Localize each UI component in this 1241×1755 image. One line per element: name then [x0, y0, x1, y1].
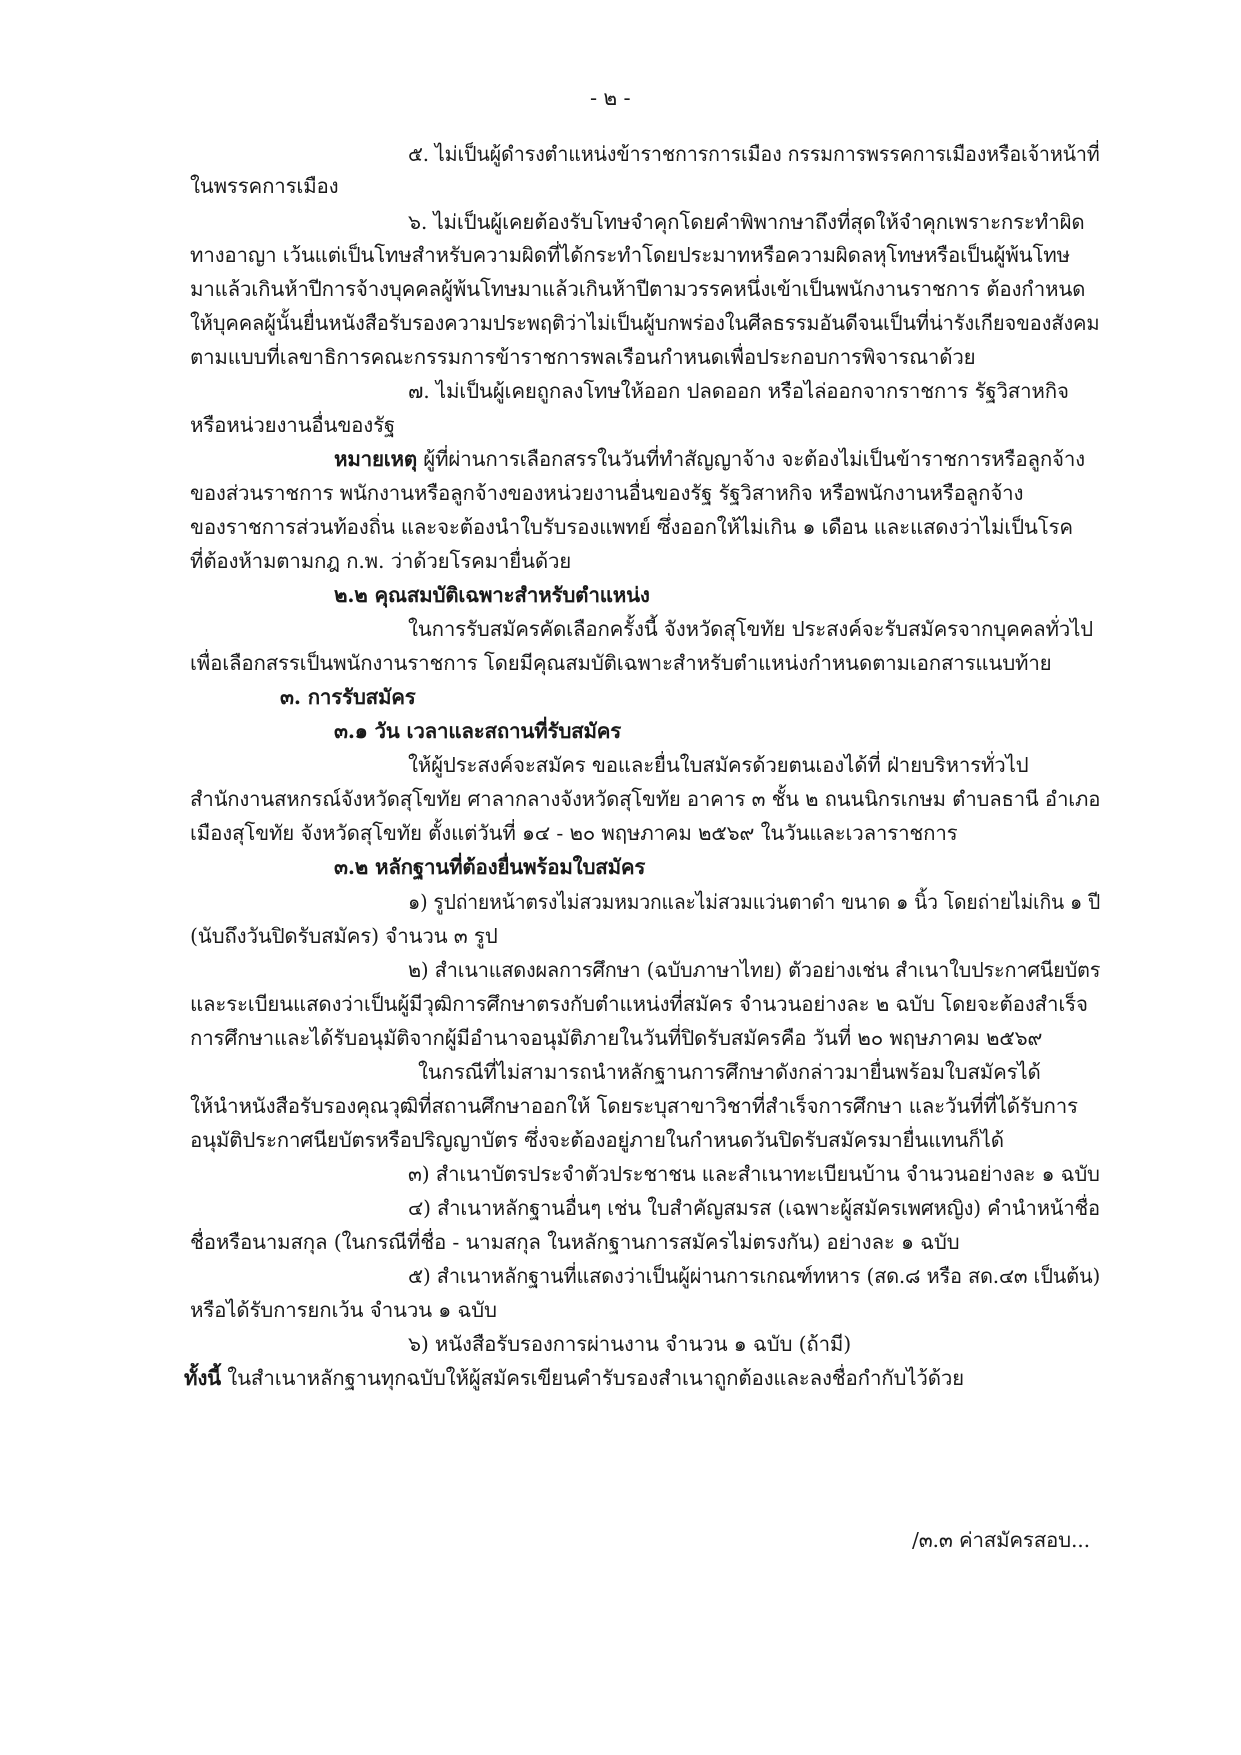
note-line-2: ของส่วนราชการ พนักงานหรือลูกจ้างของหน่วยงานอื่นของรัฐ รัฐวิสาหกิจ หรือพนักงานหรือลูกจ้าง [190, 481, 1024, 505]
section-3-1-line-1: ให้ผู้ประสงค์จะสมัคร ขอและยื่นใบสมัครด้วยตนเองได้ที่ ฝ่ายบริหารทั่วไป [408, 753, 1029, 777]
item-6-line-2: ทางอาญา เว้นแต่เป็นโทษสำหรับความผิดที่ได้กระทำโดยประมาทหรือความผิดลหุโทษหรือเป็นผู้พ้นโทษ [190, 243, 1070, 267]
closing-line [184, 1364, 964, 1392]
item-5-line-1: ๕. ไม่เป็นผู้ดำรงตำแหน่งข้าราชการการเมือง กรรมการพรรคการเมืองหรือเจ้าหน้าที่ [408, 142, 1100, 166]
section-2-2-line-1: ในการรับสมัครคัดเลือกครั้งนี้ จังหวัดสุโขทัย ประสงค์จะรับสมัครจากบุคคลทั่วไป [408, 617, 1093, 641]
doc-4-line-1: ๔) สำเนาหลักฐานอื่นๆ เช่น ใบสำคัญสมรส (เฉพาะผู้สมัครเพศหญิง) คำนำหน้าชื่อ [408, 1196, 1100, 1220]
item-6-line-5: ตามแบบที่เลขาธิการคณะกรรมการข้าราชการพลเรือนกำหนดเพื่อประกอบการพิจารณาด้วย [190, 345, 976, 369]
doc-3-line-1: ๓) สำเนาบัตรประจำตัวประชาชน และสำเนาทะเบียนบ้าน จำนวนอย่างละ ๑ ฉบับ [408, 1162, 1100, 1186]
doc-2-alt-line-1: ในกรณีที่ไม่สามารถนำหลักฐานการศึกษาดังกล่าวมายื่นพร้อมใบสมัครได้ [418, 1060, 1041, 1084]
section-3-1-heading: ๓.๑ วัน เวลาและสถานที่รับสมัคร [334, 719, 622, 743]
item-7-line-1: ๗. ไม่เป็นผู้เคยถูกลงโทษให้ออก ปลดออก หรือไล่ออกจากราชการ รัฐวิสาหกิจ [408, 379, 1069, 403]
closing-label: ทั้งนี้ [184, 1366, 221, 1390]
item-5-line-2: ในพรรคการเมือง [190, 174, 339, 198]
doc-5-line-1: ๕) สำเนาหลักฐานที่แสดงว่าเป็นผู้ผ่านการเกณฑ์ทหาร (สด.๘ หรือ สด.๔๓ เป็นต้น) [408, 1264, 1101, 1288]
item-6-line-1: ๖. ไม่เป็นผู้เคยต้องรับโทษจำคุกโดยคำพิพากษาถึงที่สุดให้จำคุกเพราะกระทำผิด [408, 210, 1085, 234]
note-label: หมายเหตุ [334, 447, 417, 471]
doc-2-line-1: ๒) สำเนาแสดงผลการศึกษา (ฉบับภาษาไทย) ตัวอย่างเช่น สำเนาใบประกาศนียบัตร [408, 958, 1101, 982]
note-line-1 [334, 445, 1085, 473]
section-3-1-line-3: เมืองสุโขทัย จังหวัดสุโขทัย ตั้งแต่วันที่ ๑๔ - ๒๐ พฤษภาคม ๒๕๖๙ ในวันและเวลาราชการ [190, 821, 958, 845]
doc-4-line-2: ชื่อหรือนามสกุล (ในกรณีที่ชื่อ - นามสกุล ในหลักฐานการสมัครไม่ตรงกัน) อย่างละ ๑ ฉบับ [190, 1230, 960, 1254]
item-7-line-2: หรือหน่วยงานอื่นของรัฐ [190, 413, 396, 437]
doc-6-line-1: ๖) หนังสือรับรองการผ่านงาน จำนวน ๑ ฉบับ (ถ้ามี) [408, 1332, 852, 1356]
doc-2-alt-line-2: ให้นำหนังสือรับรองคุณวุฒิที่สถานศึกษาออกให้ โดยระบุสาขาวิชาที่สำเร็จการศึกษา และวันที่ที่ได้รับการ [190, 1094, 1078, 1118]
section-2-2-line-2: เพื่อเลือกสรรเป็นพนักงานราชการ โดยมีคุณสมบัติเฉพาะสำหรับตำแหน่งกำหนดตามเอกสารแนบท้าย [190, 651, 1052, 675]
doc-2-line-2: และระเบียนแสดงว่าเป็นผู้มีวุฒิการศึกษาตรงกับตำแหน่งที่สมัคร จำนวนอย่างละ ๒ ฉบับ โดยจะต้องสำเร็จ [190, 992, 1088, 1016]
doc-1-line-2: (นับถึงวันปิดรับสมัคร) จำนวน ๓ รูป [190, 924, 498, 948]
doc-1-line-1: ๑) รูปถ่ายหน้าตรงไม่สวมหมวกและไม่สวมแว่นตาดำ ขนาด ๑ นิ้ว โดยถ่ายไม่เกิน ๑ ปี [408, 890, 1101, 914]
item-6-line-3: มาแล้วเกินห้าปีการจ้างบุคคลผู้พ้นโทษมาแล้วเกินห้าปีตามวรรคหนึ่งเข้าเป็นพนักงานราชการ ต้องกำหนด [190, 277, 1086, 301]
item-6-line-4: ให้บุคคลผู้นั้นยื่นหนังสือรับรองความประพฤติว่าไม่เป็นผู้บกพร่องในศีลธรรมอันดีจนเป็นที่น่ารังเกียจของสังคม [190, 311, 1100, 335]
continuation-note: /๓.๓ ค่าสมัครสอบ... [912, 1528, 1090, 1552]
note-line-4: ที่ต้องห้ามตามกฎ ก.พ. ว่าด้วยโรคมายื่นด้วย [190, 549, 572, 573]
doc-2-line-3: การศึกษาและได้รับอนุมัติจากผู้มีอำนาจอนุมัติภายในวันที่ปิดรับสมัครคือ วันที่ ๒๐ พฤษภาคม ๒๕๖๙ [190, 1026, 1043, 1050]
section-3-heading: ๓. การรับสมัคร [280, 685, 416, 709]
note-line-3: ของราชการส่วนท้องถิ่น และจะต้องนำใบรับรองแพทย์ ซึ่งออกให้ไม่เกิน ๑ เดือน และแสดงว่าไม่เป็นโรค [190, 515, 1073, 539]
doc-2-alt-line-3: อนุมัติประกาศนียบัตรหรือปริญญาบัตร ซึ่งจะต้องอยู่ภายในกำหนดวันปิดรับสมัครมายื่นแทนก็ได้ [190, 1128, 1004, 1152]
note-text: ผู้ที่ผ่านการเลือกสรรในวันที่ทำสัญญาจ้าง จะต้องไม่เป็นข้าราชการหรือลูกจ้าง [416, 447, 1085, 471]
section-3-1-line-2: สำนักงานสหกรณ์จังหวัดสุโขทัย ศาลากลางจังหวัดสุโขทัย อาคาร ๓ ชั้น ๒ ถนนนิกรเกษม ตำบลธานี อำเภอ [190, 787, 1101, 811]
closing-text: ในสำเนาหลักฐานทุกฉบับให้ผู้สมัครเขียนคำรับรองสำเนาถูกต้องและลงชื่อกำกับไว้ด้วย [220, 1366, 964, 1390]
page-number: - ๒ - [590, 86, 631, 110]
doc-5-line-2: หรือได้รับการยกเว้น จำนวน ๑ ฉบับ [190, 1298, 497, 1322]
section-3-2-heading: ๓.๒ หลักฐานที่ต้องยื่นพร้อมใบสมัคร [334, 855, 646, 879]
section-2-2-heading: ๒.๒ คุณสมบัติเฉพาะสำหรับตำแหน่ง [334, 583, 650, 607]
